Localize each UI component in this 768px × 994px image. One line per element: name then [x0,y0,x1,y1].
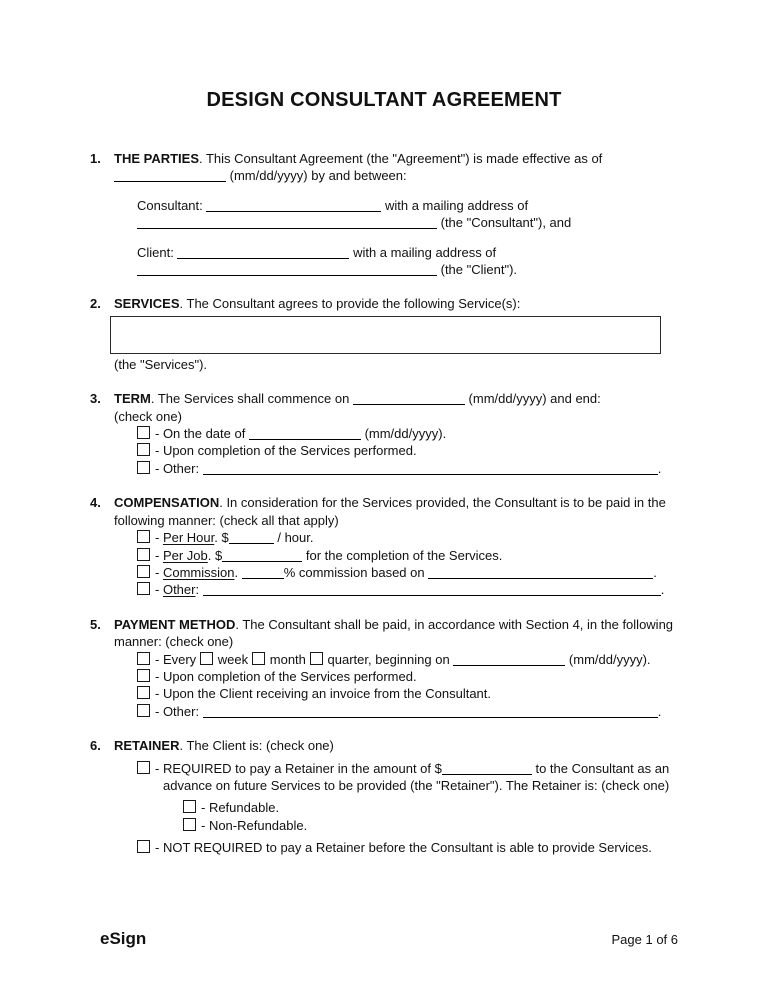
underlined-label: Per Job [162,547,208,563]
checkbox[interactable] [137,461,150,474]
blank-line [203,704,658,718]
section-body [114,295,678,373]
checkbox[interactable] [137,582,150,595]
blank-line [353,391,465,405]
text: . [657,460,662,476]
text: . The Consultant shall be paid, in accordance with Section 4, in the following manner: (check one) [114,616,674,650]
blank-line [442,761,532,775]
text: . The Client is: (check one) [179,738,334,754]
comp-option-other [137,581,678,598]
text: . [234,564,242,580]
section-body [114,494,678,598]
text: - [155,530,163,546]
text: with a mailing address of [349,244,497,260]
services-input[interactable] [110,316,661,354]
blank-line [453,652,565,666]
bold-text: PAYMENT METHOD [114,616,236,632]
page-footer [100,930,678,948]
term-intro [114,390,678,407]
text: - Other: [155,703,203,719]
underlined-label: Commission [162,564,235,580]
section-the-parties [90,150,678,278]
section-number: 3. [90,391,101,407]
text: - [155,564,163,580]
term-option-other [137,460,678,477]
text: - [155,582,163,598]
retainer-sub-non-refundable [183,817,678,834]
checkbox[interactable] [137,426,150,439]
section-term [90,390,678,477]
section-body [114,150,678,278]
page-indicator: Page 1 of 6 [611,932,678,947]
checkbox[interactable] [137,530,150,543]
text: (mm/dd/yyyy) by and between: [226,168,407,184]
text: quarter, beginning on [327,651,454,667]
bold-text: TERM [114,391,151,407]
payment-option-invoice [137,685,678,702]
blank-line [249,426,361,440]
checkbox[interactable] [252,652,265,665]
text: - [155,547,163,563]
section-number: 4. [90,495,101,511]
text: - Every [155,651,200,667]
text: (mm/dd/yyyy) and end: [464,391,601,407]
text: - Upon completion of the Services performed. [155,668,417,684]
esign-logo: eSign [100,929,147,948]
section-services [90,295,678,373]
blank-line [137,215,437,229]
checkbox[interactable] [183,800,196,813]
retainer-option-not-required [137,839,678,856]
text: . In consideration for the Services provided, the Consultant is to be paid in the following manner: (check all that apply) [114,495,666,528]
text: / hour. [273,530,314,546]
checkbox[interactable] [200,652,213,665]
section-body [114,737,678,856]
underlined-label: Other [162,582,196,598]
text: (mm/dd/yyyy). [565,651,651,667]
blank-line [203,582,661,596]
comp-option-per-hour [137,529,678,546]
text: . [657,703,662,719]
text: . The Consultant agrees to provide the following Service(s): [179,296,521,312]
blank-line [114,168,226,182]
retainer-intro [114,737,678,754]
term-check-one [114,408,678,425]
text: week [217,651,252,667]
payment-option-completion [137,668,678,685]
text: (the "Consultant"), and [437,215,572,231]
blank-line [428,565,653,579]
bold-text: RETAINER [114,738,180,754]
text: - Refundable. [201,800,280,816]
bold-text: COMPENSATION [114,495,220,511]
text: (the "Client"). [437,262,518,278]
blank-line [222,548,302,562]
bold-text: SERVICES [114,296,180,312]
checkbox[interactable] [137,443,150,456]
document-sections [90,150,678,857]
text: - Non-Refundable. [201,817,308,833]
text: - On the date of [155,426,249,442]
section-retainer [90,737,678,856]
underlined-label: Per Hour [162,530,215,546]
checkbox[interactable] [183,818,196,831]
section-number: 6. [90,738,101,754]
text: - REQUIRED to pay a Retainer in the amount of $ [155,760,442,776]
checkbox[interactable] [137,652,150,665]
term-option-on-date [137,425,678,442]
blank-line [242,565,284,579]
blank-line [177,245,349,259]
retainer-option-required [137,760,678,795]
checkbox[interactable] [137,704,150,717]
payment-option-every-period [137,651,678,668]
retainer-sub-refundable [183,799,678,816]
checkbox[interactable] [137,840,150,853]
blank-line [137,262,437,276]
checkbox[interactable] [137,669,150,682]
comp-option-commission [137,564,678,581]
checkbox[interactable] [310,652,323,665]
text: Consultant: [137,197,207,213]
text: . The Services shall commence on [150,391,353,407]
client-line [137,244,678,279]
payment-option-other [137,703,678,720]
text: : [195,582,203,598]
section-payment-method [90,616,678,720]
checkbox[interactable] [137,548,150,561]
bold-text: THE PARTIES [114,151,199,166]
section-number: 1. [90,151,101,166]
compensation-intro [114,494,678,529]
consultant-line [137,197,678,232]
blank-line [206,198,381,212]
text: to the Consultant as an advance on future Services to be provided (the "Retainer"). The Retainer is: (check one) [163,760,670,793]
text: month [269,651,310,667]
text: - Upon completion of the Services performed. [155,443,417,459]
text: . [660,582,665,598]
payment-intro [114,616,678,651]
term-option-completion [137,442,678,459]
checkbox[interactable] [137,761,150,774]
text: - Upon the Client receiving an invoice from the Consultant. [155,686,492,702]
document-title: DESIGN CONSULTANT AGREEMENT [206,89,562,111]
section-body [114,390,678,477]
comp-option-per-job [137,547,678,564]
text: - NOT REQUIRED to pay a Retainer before the Consultant is able to provide Services. [155,840,652,856]
section-number: 2. [90,296,101,312]
section-body [114,616,678,720]
text: - Other: [155,460,203,476]
blank-line [229,530,274,544]
text: (check one) [114,408,182,424]
text: . $ [207,547,223,563]
section-number: 5. [90,616,101,632]
text: (the "Services"). [114,356,208,372]
text: . This Consultant Agreement (the "Agreement") is made effective as of [199,151,603,166]
checkbox[interactable] [137,565,150,578]
text: . $ [214,530,229,546]
checkbox[interactable] [137,686,150,699]
text: . [653,564,657,580]
text: (mm/dd/yyyy). [360,426,447,442]
services-suffix [114,356,678,373]
services-intro [114,295,678,312]
parties-intro [114,150,678,185]
blank-line [203,461,658,475]
text: with a mailing address of [381,197,529,213]
text: for the completion of the Services. [302,547,503,563]
section-compensation [90,494,678,598]
text: Client: [137,244,178,260]
text: % commission based on [283,564,429,580]
